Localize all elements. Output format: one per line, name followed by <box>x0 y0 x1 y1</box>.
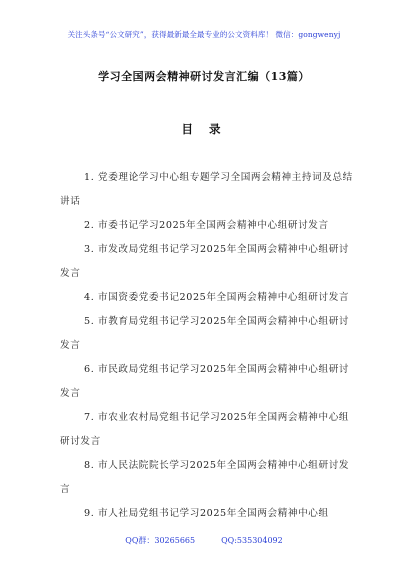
toc-item: 2. 市委书记学习2025年全国两会精神中心组研讨发言 <box>84 220 329 231</box>
toc-item: 1. 党委理论学习中心组专题学习全国两会精神主持词及总结讲话 <box>60 172 353 207</box>
footer-contact <box>0 535 408 546</box>
promo-banner: 关注头条号“公文研究”，获得最新最全最专业的公文资料库！ 微信：gongwenyj <box>67 30 341 39</box>
toc-heading: 目 录 <box>181 122 227 136</box>
toc-item: 4. 市国资委党委书记2025年全国两会精神中心组研讨发言 <box>84 292 350 303</box>
toc-item: 5. 市教育局党组书记学习2025年全国两会精神中心组研讨发言 <box>60 316 350 351</box>
toc-item: 7. 市农业农村局党组书记学习2025年全国两会精神中心组研讨发言 <box>60 412 350 447</box>
document-title: 学习全国两会精神研讨发言汇编（13篇） <box>98 70 310 83</box>
table-of-contents <box>60 166 356 526</box>
toc-item: 9. 市人社局党组书记学习2025年全国两会精神中心组 <box>84 508 329 519</box>
toc-item: 8. 市人民法院院长学习2025年全国两会精神中心组研讨发言 <box>60 460 350 495</box>
toc-item: 3. 市发改局党组书记学习2025年全国两会精神中心组研讨发言 <box>60 244 350 279</box>
qq-number-text: QQ:535304092 <box>221 536 283 545</box>
qq-group-text: QQ群：30265665 <box>125 536 196 545</box>
toc-item: 6. 市民政局党组书记学习2025年全国两会精神中心组研讨发言 <box>60 364 350 399</box>
